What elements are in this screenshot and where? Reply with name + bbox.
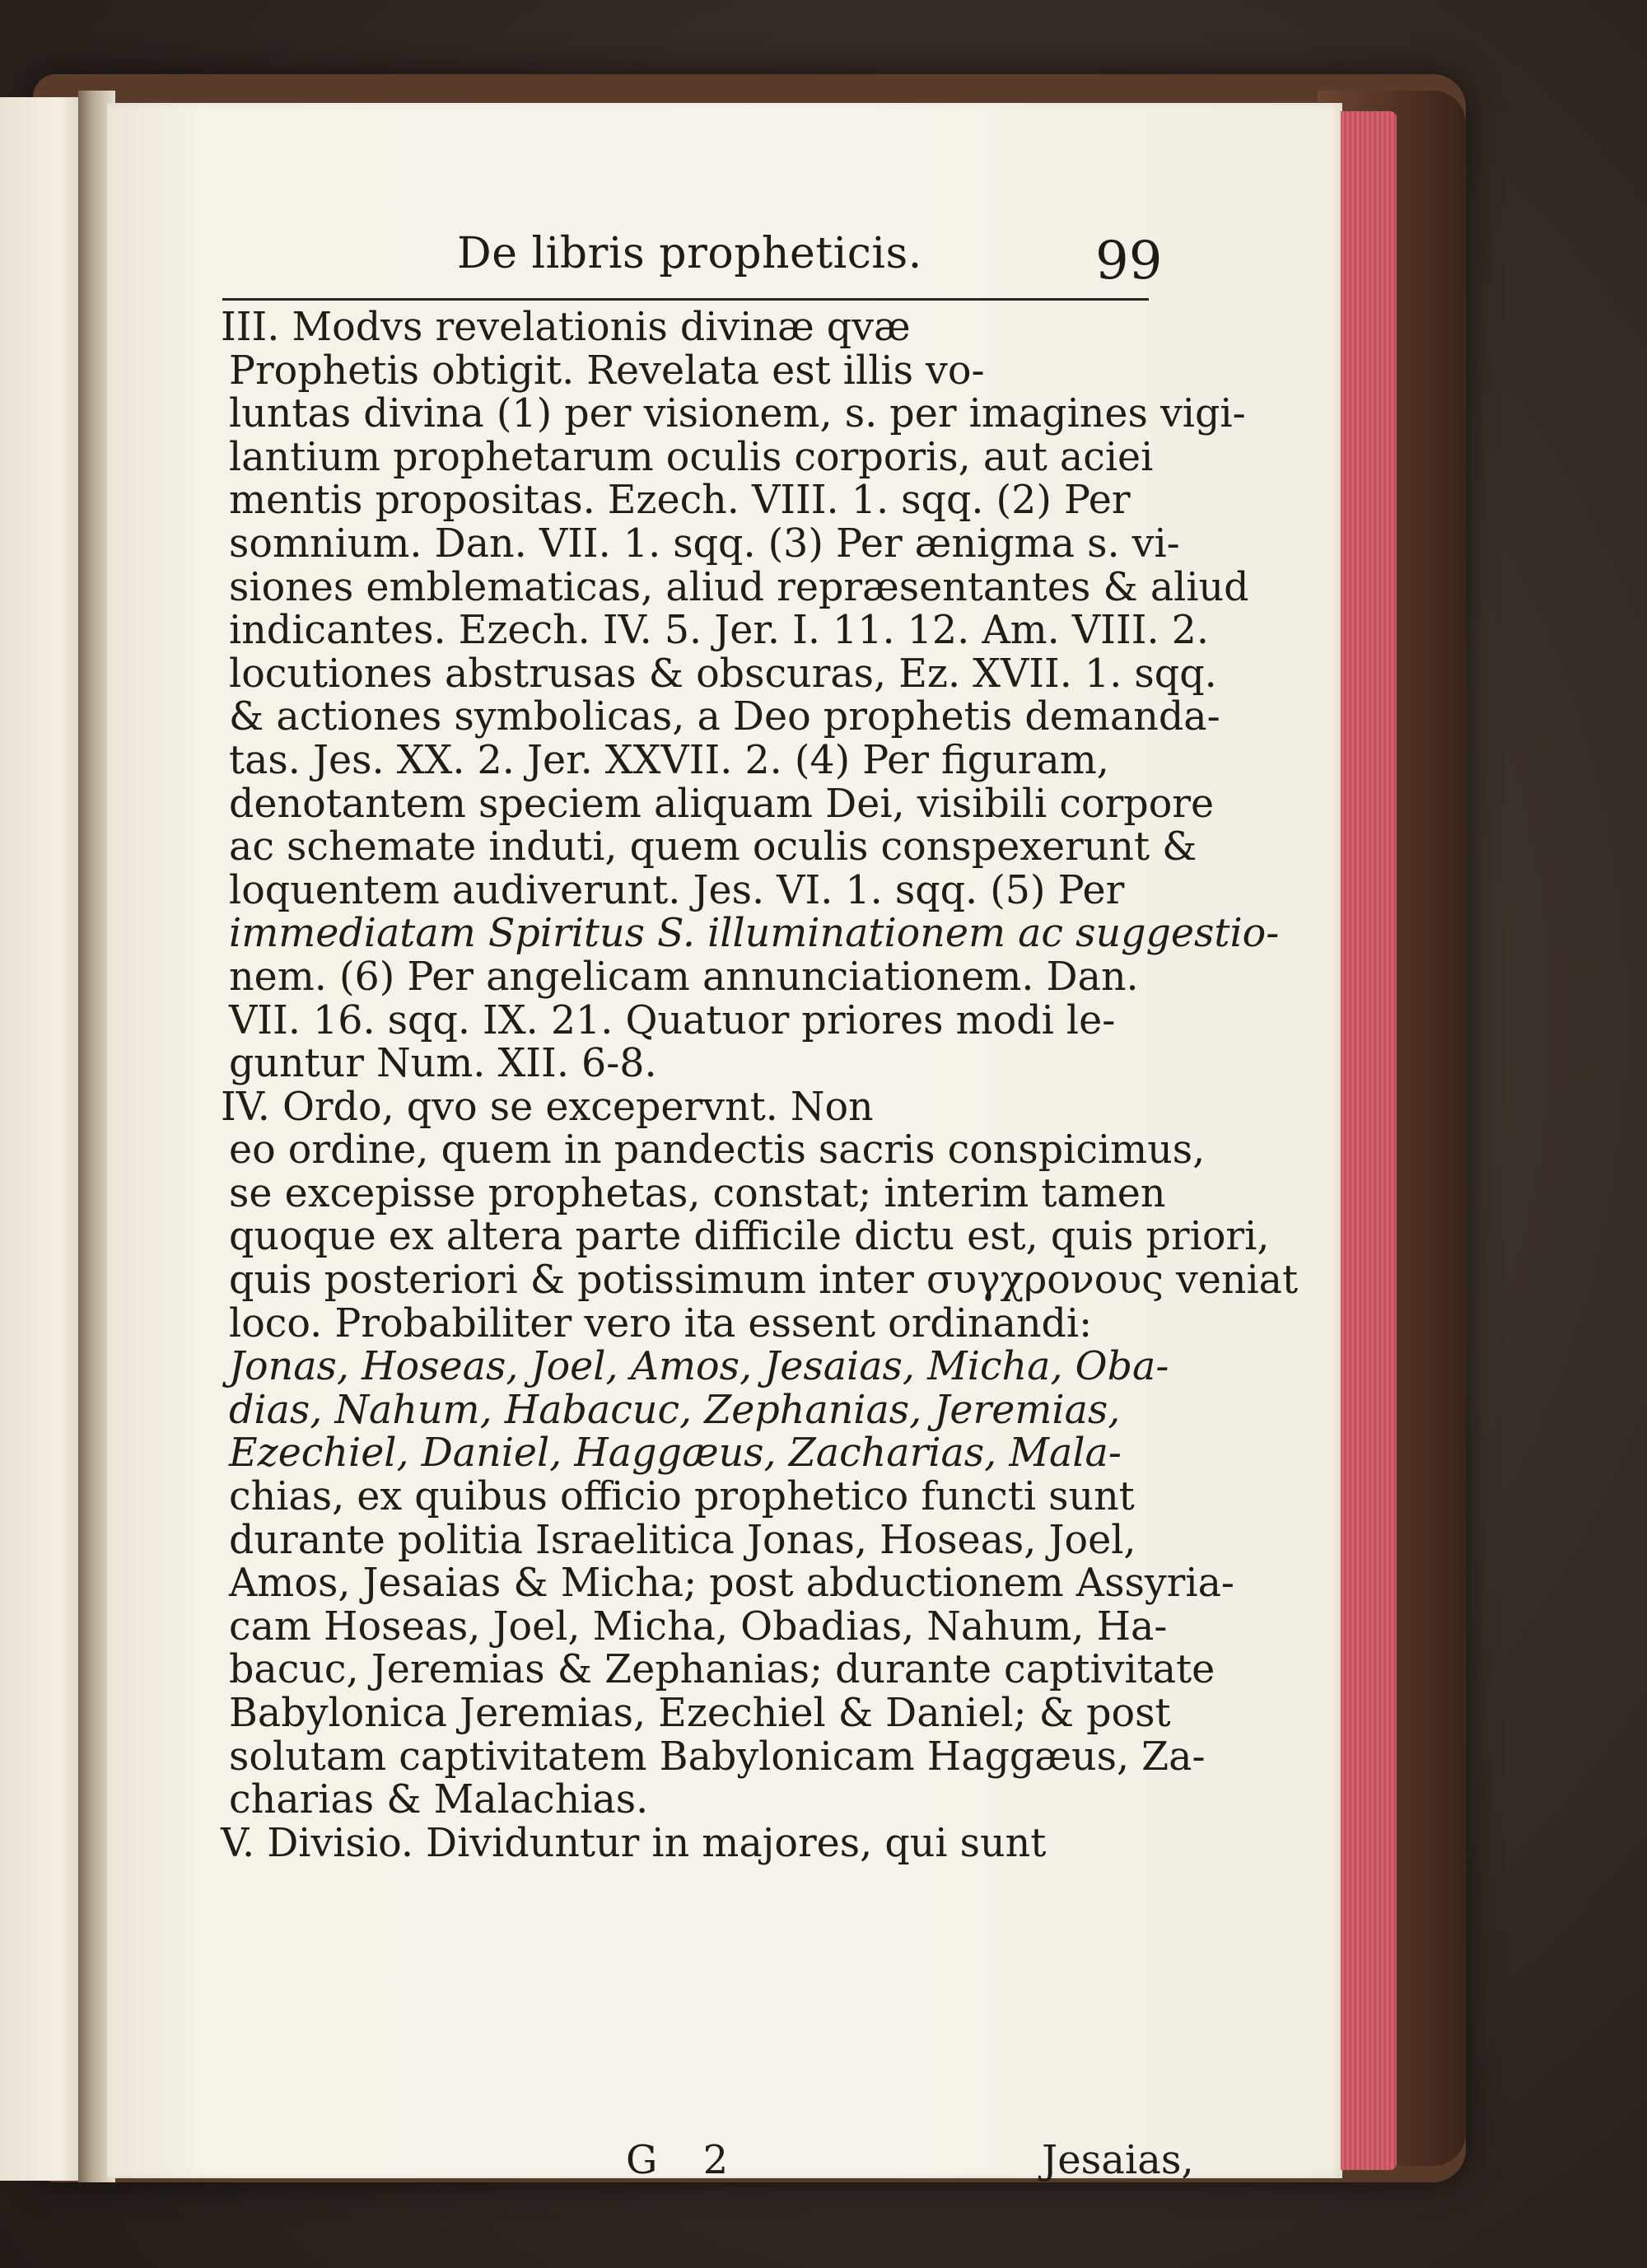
- red-page-edges: [1341, 111, 1397, 2170]
- text-line: cam Hoseas, Joel, Micha, Obadias, Nahum, Ha-: [229, 1603, 1168, 1650]
- text-line: Ezechiel, Daniel, Haggæus, Zacharias, Mala-: [229, 1430, 1122, 1477]
- text-line: durante politia Israelitica Jonas, Hoseas, Joel,: [229, 1517, 1136, 1563]
- text-line: guntur Num. XII. 6-8.: [229, 1041, 657, 1087]
- text-line: somnium. Dan. VII. 1. sqq. (3) Per ænigma s. vi-: [229, 520, 1180, 567]
- text-line: loquentem audiverunt. Jes. VI. 1. sqq. (5) Per: [229, 867, 1125, 913]
- text-line: Jonas, Hoseas, Joel, Amos, Jesaias, Micha, Oba-: [229, 1344, 1169, 1390]
- text-line: bacuc, Jeremias & Zephanias; durante captivitate: [229, 1647, 1215, 1693]
- text-line: quis posteriori & potissimum inter συγχρονους veniat: [229, 1258, 1299, 1304]
- text-line: mentis propositas. Ezech. VIII. 1. sqq. (2) Per: [229, 478, 1131, 524]
- text-line: dias, Nahum, Habacuc, Zephanias, Jeremias,: [229, 1387, 1121, 1433]
- text-line: ac schemate induti, quem oculis conspexerunt &: [229, 824, 1197, 870]
- body-text: [221, 305, 1299, 1866]
- text-line: eo ordine, quem in pandectis sacris conspicimus,: [229, 1127, 1206, 1174]
- text-line: VII. 16. sqq. IX. 21. Quatuor priores modi le-: [229, 997, 1116, 1043]
- text-line: chias, ex quibus officio prophetico functi sunt: [229, 1474, 1135, 1520]
- text-line: V. Divisio. Dividuntur in majores, qui sunt: [221, 1820, 1047, 1866]
- text-line: tas. Jes. XX. 2. Jer. XXVII. 2. (4) Per figuram,: [229, 737, 1109, 783]
- text-line: charias & Malachias.: [229, 1777, 649, 1823]
- text-line: Babylonica Jeremias, Ezechiel & Daniel; & post: [229, 1691, 1171, 1736]
- text-line: siones emblematicas, aliud repræsentantes & aliud: [229, 564, 1249, 610]
- text-line: loco. Probabiliter vero ita essent ordinandi:: [229, 1300, 1093, 1346]
- text-line: solutam captivitatem Babylonicam Haggæus, Za-: [229, 1734, 1206, 1780]
- text-line: Prophetis obtigit. Revelata est illis vo-: [229, 348, 985, 394]
- text-line: immediatam Spiritus S. illuminationem ac suggestio-: [229, 911, 1280, 957]
- text-line: quoque ex altera parte difficile dictu est, quis priori,: [229, 1214, 1270, 1260]
- text-line: lantium prophetarum oculis corporis, aut aciei: [229, 434, 1154, 480]
- text-line: indicantes. Ezech. IV. 5. Jer. I. 11. 12. Am. VIII. 2.: [229, 608, 1209, 654]
- text-line: & actiones symbolicas, a Deo prophetis demanda-: [229, 694, 1220, 740]
- text-line: Amos, Jesaias & Micha; post abductionem Assyria-: [229, 1561, 1234, 1607]
- text-line: nem. (6) Per angelicam annunciationem. Dan.: [229, 954, 1139, 1000]
- left-page: [0, 97, 90, 2181]
- catchword: Jesaias,: [1042, 2137, 1194, 2183]
- text-line: denotantem speciem aliquam Dei, visibili corpore: [229, 781, 1215, 827]
- page-number: 99: [1095, 231, 1163, 292]
- running-title: De libris propheticis.: [457, 229, 922, 278]
- signature-mark: G 2: [626, 2137, 745, 2183]
- text-line: luntas divina (1) per visionem, s. per imagines vigi-: [229, 391, 1246, 437]
- text-line: III. Modvs revelationis divinæ qvæ: [221, 305, 911, 350]
- text-line: IV. Ordo, qvo se excepervnt. Non: [221, 1084, 874, 1130]
- header-rule: [222, 298, 1149, 301]
- text-line: se excepisse prophetas, constat; interim tamen: [229, 1170, 1166, 1216]
- text-line: locutiones abstrusas & obscuras, Ez. XVII. 1. sqq.: [229, 651, 1217, 697]
